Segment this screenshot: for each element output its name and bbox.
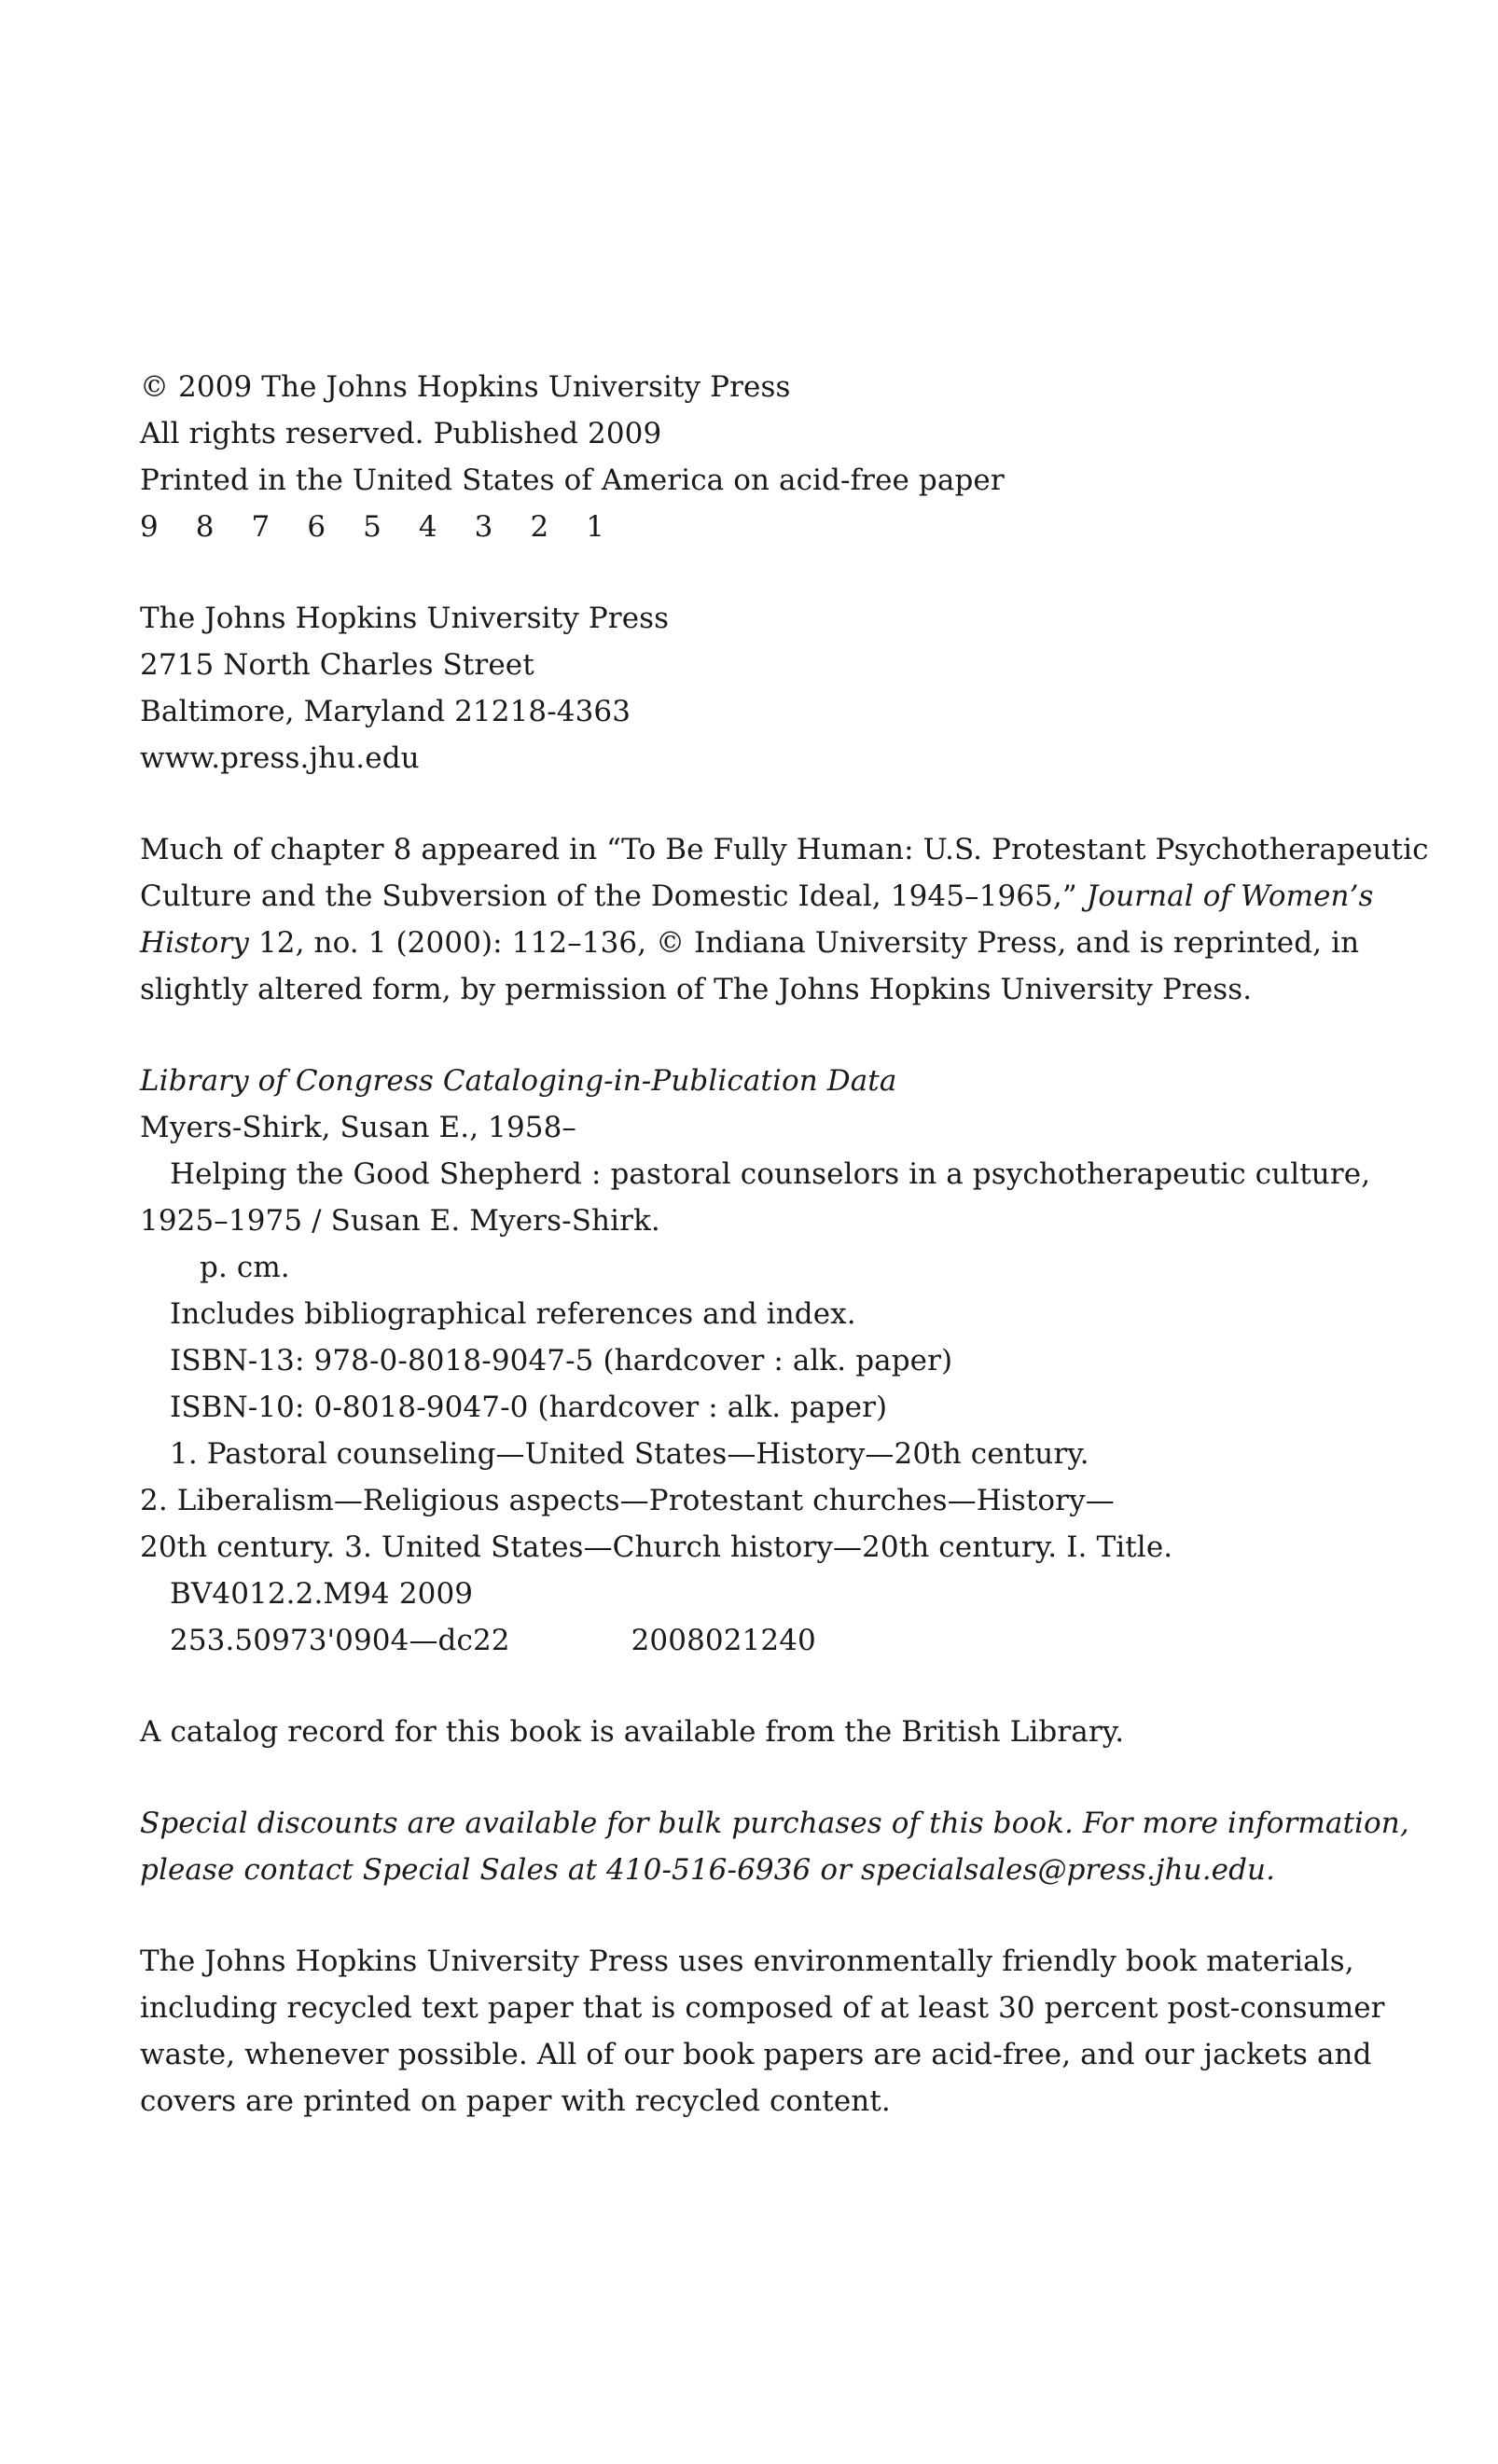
cip-heading: Library of Congress Cataloging-in-Publication Data (140, 1064, 897, 1098)
cip-lccn: 2008021240 (631, 1624, 816, 1657)
permission-notice (140, 826, 1429, 1013)
environment-line: The Johns Hopkins University Press uses environmentally friendly book materials, (140, 1945, 1354, 1978)
rights-line: All rights reserved. Published 2009 (140, 417, 662, 450)
cip-dewey: 253.50973'0904—dc22 (170, 1624, 510, 1657)
british-library-line: A catalog record for this book is available from the British Library. (140, 1715, 1125, 1749)
environment-line: including recycled text paper that is composed of at least 30 percent post-consumer (140, 1991, 1385, 2025)
cip-author: Myers-Shirk, Susan E., 1958– (140, 1111, 577, 1144)
cip-lc-call-number: BV4012.2.M94 2009 (170, 1577, 474, 1611)
printed-line: Printed in the United States of America on acid-free paper (140, 464, 1005, 497)
publisher-street: 2715 North Charles Street (140, 648, 534, 682)
publisher-address (140, 595, 1371, 782)
copyright-page (140, 364, 1429, 2125)
permission-text: 12, no. 1 (2000): 112–136, © Indiana University Press, and is reprinted, in (249, 926, 1360, 960)
cip-title: Helping the Good Shepherd : pastoral counselors in a psychotherapeutic culture, (170, 1157, 1371, 1191)
cip-subject: 1. Pastoral counseling—United States—History—20th century. (170, 1437, 1089, 1471)
special-sales-note (140, 1800, 1409, 1893)
special-sales-line: please contact Special Sales at 410-516-6936 or specialsales@press.jhu.edu. (140, 1853, 1276, 1887)
cip-subject: 2. Liberalism—Religious aspects—Protestant churches—History— (140, 1484, 1115, 1517)
environment-note (140, 1938, 1385, 2125)
journal-title-cont: History (140, 926, 250, 960)
cip-title-cont: 1925–1975 / Susan E. Myers-Shirk. (140, 1204, 660, 1238)
cip-includes: Includes bibliographical references and index. (170, 1297, 856, 1331)
cip-pages: p. cm. (200, 1251, 290, 1284)
permission-line (140, 920, 1371, 966)
printing-numbers: 9 8 7 6 5 4 3 2 1 (140, 510, 605, 544)
publisher-url[interactable]: www.press.jhu.edu (140, 741, 420, 775)
permission-line (140, 873, 1374, 920)
copyright-line: © 2009 The Johns Hopkins University Press (140, 370, 791, 404)
special-sales-line: Special discounts are available for bulk purchases of this book. For more information, (140, 1806, 1409, 1840)
publisher-city: Baltimore, Maryland 21218-4363 (140, 695, 631, 728)
journal-title: Journal of Women’s (1086, 879, 1374, 913)
cip-classification-row (140, 1617, 1371, 1664)
environment-line: waste, whenever possible. All of our book papers are acid-free, and our jackets and (140, 2038, 1372, 2071)
permission-text: Culture and the Subversion of the Domestic Ideal, 1945–1965,” (140, 879, 1087, 913)
british-library-note (140, 1709, 1371, 1755)
permission-line: slightly altered form, by permission of The Johns Hopkins University Press. (140, 973, 1253, 1006)
cip-isbn13: ISBN-13: 978-0-8018-9047-5 (hardcover : alk. paper) (170, 1344, 953, 1377)
environment-line: covers are printed on paper with recycled content. (140, 2084, 891, 2118)
cip-isbn10: ISBN-10: 0-8018-9047-0 (hardcover : alk. paper) (170, 1391, 888, 1424)
cip-subject-cont: 20th century. 3. United States—Church history—20th century. I. Title. (140, 1530, 1173, 1564)
publisher-name: The Johns Hopkins University Press (140, 602, 670, 635)
cip-data (140, 1058, 1371, 1664)
permission-line: Much of chapter 8 appeared in “To Be Fully Human: U.S. Protestant Psychotherapeutic (140, 833, 1429, 866)
copyright-block (140, 364, 1371, 550)
